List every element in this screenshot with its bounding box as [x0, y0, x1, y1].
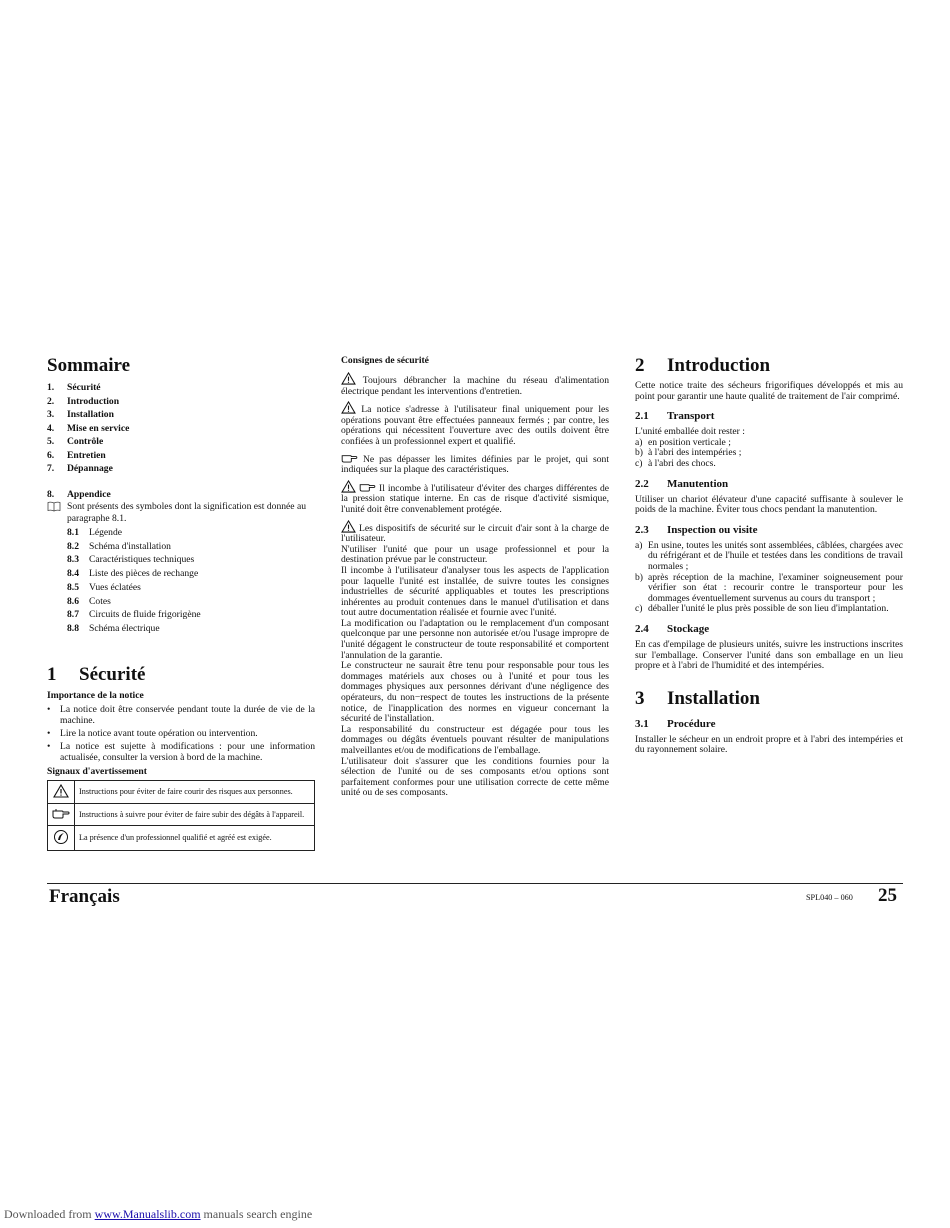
- toc-label: Circuits de fluide frigorigène: [89, 609, 201, 621]
- appendix-note: [47, 501, 315, 524]
- inspection-list: [635, 541, 903, 615]
- toc-item-appendix[interactable]: [47, 488, 315, 502]
- table-row: [48, 780, 315, 804]
- subsection-inspection-heading: 2.3 Inspection ou visite: [635, 523, 758, 536]
- table-cell: Instructions à suivre pour éviter de faire subir des dégâts à l'appareil.: [75, 804, 315, 826]
- toc-sub-item[interactable]: [47, 622, 315, 636]
- download-suffix: manuals search engine: [203, 1207, 313, 1221]
- list-item: a) En usine, toutes les unités sont assemblées, câblées, chargées avec du réfrigérant et de l'huile et testées dans les conditions de travail normales ;: [635, 539, 903, 572]
- footer-model: SPL040 – 060: [806, 893, 853, 902]
- list-item: b) après réception de la machine, l'examiner soigneusement pour vérifier son état : recourir contre le transporteur pour les dommages éventuellement survenus au cours du transport ;: [635, 571, 903, 604]
- toc-label: Vues éclatées: [89, 581, 141, 593]
- section-number: 1: [47, 663, 57, 685]
- signaux-heading: Signaux d'avertissement: [47, 765, 147, 777]
- toc-number: 8.1: [67, 527, 79, 538]
- toc-label: Légende: [89, 527, 123, 538]
- toc-sub-item[interactable]: [47, 540, 315, 554]
- consigne-paragraph: La notice s'adresse à l'utilisateur final uniquement pour les opérations pouvant être effectuées panneaux fermés ; par contre, les opérations qui nécessitent l'ouverture avec des outils doivent être confiées à un professionnel expert et qualifié.: [341, 401, 609, 447]
- toc-sub-item[interactable]: [47, 526, 315, 540]
- column-middle: [341, 355, 609, 799]
- toc-number: 8.7: [67, 609, 79, 621]
- consigne-paragraph: N'utiliser l'unité que pour un usage professionnel et pour la destination prévue par le constructeur.: [341, 543, 609, 566]
- toc-label: Dépannage: [67, 463, 113, 474]
- download-footer: [4, 1207, 312, 1222]
- toc-label: Schéma d'installation: [89, 540, 171, 552]
- section-introduction-heading: [635, 355, 903, 377]
- list-item: c) déballer l'unité le plus près possible de son lieu d'implantation.: [635, 603, 889, 615]
- consigne-paragraph: La responsabilité du constructeur est dégagée pour tous les dommages ou dégâts éventuels pouvant résulter de manipulations malveillantes et/ou de modifications de l'emballage.: [341, 723, 609, 756]
- toc-sub-list: [47, 526, 315, 636]
- toc-item[interactable]: [47, 449, 315, 463]
- toc-list: [47, 381, 315, 476]
- footer-divider: [47, 883, 903, 884]
- column-left: [47, 355, 315, 851]
- list-item: • Lire la notice avant toute opération ou intervention.: [47, 727, 258, 739]
- warning-icon: [341, 401, 356, 414]
- table-row: [48, 825, 315, 851]
- toc-number: 8.: [47, 488, 55, 500]
- consigne-paragraph: Les dispositifs de sécurité sur le circuit d'air sont à la charge de l'utilisateur.: [341, 520, 609, 545]
- footer-language: Français: [49, 886, 120, 907]
- pointing-hand-icon: [341, 452, 358, 463]
- section-title: Introduction: [667, 355, 771, 376]
- list-item: a) en position verticale ;: [635, 436, 731, 448]
- consigne-paragraph: La modification ou l'adaptation ou le remplacement d'un composant quelconque par une personne non autorisée et/ou l'usage impropre de l'unité dégagent le constructeur de toute responsabilité et comportent l'annulation de la garantie.: [341, 617, 609, 661]
- toc-label: Mise en service: [67, 422, 130, 434]
- list-item: • La notice doit être conservée pendant toute la durée de vie de la machine.: [47, 703, 315, 726]
- consigne-paragraph: L'utilisateur doit s'assurer que les conditions fournies pour la sélection de l'unité ou de ses composants et/ou options sont parfaitement conformes pour une utilisation correcte de cette même unité ou de ses composants.: [341, 755, 609, 799]
- appendix-note-text: Sont présents des symboles dont la signification est donnée au paragraphe 8.1.: [67, 501, 307, 524]
- book-icon: [47, 501, 67, 524]
- pointing-hand-icon: [359, 481, 376, 492]
- toc-item[interactable]: [47, 462, 315, 476]
- table-row: [48, 804, 315, 826]
- consigne-paragraph: Toujours débrancher la machine du réseau d'alimentation électrique pendant les interventions d'entretien.: [341, 372, 609, 397]
- toc-sub-item[interactable]: [47, 553, 315, 567]
- procedure-text: Installer le sécheur en un endroit propre et à l'abri des intempéries et du rayonnement solaire.: [635, 733, 903, 756]
- toc-number: 5.: [47, 436, 55, 447]
- download-prefix: Downloaded from: [4, 1207, 92, 1221]
- subsection-procedure-heading: 3.1 Procédure: [635, 717, 716, 730]
- subsection-transport-heading: 2.1 Transport: [635, 410, 715, 423]
- toc-label: Liste des pièces de rechange: [89, 568, 199, 580]
- warning-icon: [341, 520, 356, 533]
- toc-number: 4.: [47, 422, 55, 434]
- toc-label: Contrôle: [67, 436, 104, 447]
- subsection-stockage-heading: 2.4 Stockage: [635, 622, 710, 635]
- toc-label: Schéma électrique: [89, 622, 160, 634]
- toc-item[interactable]: [47, 435, 315, 449]
- importance-list: [47, 704, 315, 763]
- stockage-text: En cas d'empilage de plusieurs unités, suivre les instructions inscrites sur l'emballage. Conserver l'unité dans son emballage en un lieu propre et à l'abri de l'humidité et des intempéries.: [635, 638, 903, 672]
- table-cell: La présence d'un professionnel qualifié et agréé est exigée.: [75, 825, 315, 851]
- toc-item[interactable]: [47, 422, 315, 436]
- toc-label: Appendice: [67, 488, 111, 500]
- manutention-text: Utiliser un chariot élévateur d'une capacité suffisante à soulever le poids de la machine. Éviter tous chocs pendant la manutention.: [635, 493, 903, 516]
- section-installation-heading: [635, 688, 903, 710]
- toc-number: 7.: [47, 463, 55, 474]
- toc-number: 8.8: [67, 622, 79, 634]
- consigne-paragraph: Le constructeur ne saurait être tenu pour responsable pour tous les dommages matériels aux choses ou à l'unité et pour tous les dommages physiques aux personnes dérivant d'une négligence des opérateurs, du non−respect de toutes les instructions de la présente notice, de l'inapplication des normes en vigueur concernant la sécurité de l'installation.: [341, 660, 609, 725]
- introduction-text: Cette notice traite des sécheurs frigorifiques développés et mis au point pour garantir une haute qualité de traitement de l'air comprimé.: [635, 380, 903, 402]
- column-right: [635, 355, 903, 756]
- warning-icon: [341, 480, 356, 493]
- consigne-paragraph: Ne pas dépasser les limites définies par le projet, qui sont indiquées sur la plaque des caractéristiques.: [341, 453, 609, 476]
- toc-number: 2.: [47, 395, 55, 407]
- manualslib-link[interactable]: www.Manualslib.com: [94, 1207, 201, 1221]
- warning-icon: [341, 372, 356, 385]
- toc-sub-item[interactable]: [47, 567, 315, 581]
- toc-number: 8.5: [67, 581, 79, 593]
- toc-label: Introduction: [67, 395, 120, 407]
- toc-sub-item[interactable]: [47, 608, 315, 622]
- section-title: Installation: [667, 687, 760, 709]
- transport-lead: L'unité emballée doit rester :: [635, 426, 745, 438]
- toc-item[interactable]: [47, 381, 315, 395]
- section-number: 2: [635, 355, 645, 376]
- toc-number: 1.: [47, 382, 55, 393]
- list-item: • La notice est sujette à modifications : pour une information actualisée, consulter la version à bord de la machine.: [47, 740, 315, 763]
- table-cell: Instructions pour éviter de faire courir des risques aux personnes.: [75, 780, 315, 804]
- toc-number: 3.: [47, 409, 55, 420]
- toc-number: 8.2: [67, 540, 79, 552]
- sommaire-title: Sommaire: [47, 355, 131, 376]
- toc-item[interactable]: [47, 395, 315, 409]
- toc-label: Cotes: [89, 595, 111, 607]
- warning-icon: [48, 780, 75, 804]
- toc-number: 8.3: [67, 554, 79, 566]
- signaux-table: [47, 780, 315, 852]
- consigne-paragraph: Il incombe à l'utilisateur d'éviter des charges différentes de la pression statique interne. En cas de risque d'activité sismique, l'unité doit être convenablement protégée.: [341, 480, 609, 516]
- list-item: c) à l'abri des chocs.: [635, 457, 716, 469]
- toc-label: Entretien: [67, 449, 106, 461]
- toc-number: 6.: [47, 449, 55, 461]
- section-number: 3: [635, 687, 645, 709]
- section-title: Sécurité: [79, 663, 146, 685]
- consignes-heading: Consignes de sécurité: [341, 355, 429, 366]
- toc-sub-item[interactable]: [47, 595, 315, 609]
- toc-item[interactable]: [47, 408, 315, 422]
- pointing-hand-icon: [48, 804, 75, 826]
- toc-number: 8.4: [67, 568, 79, 580]
- toc-label: Sécurité: [67, 382, 101, 393]
- transport-list: [635, 438, 903, 470]
- toc-sub-item[interactable]: [47, 581, 315, 595]
- list-item: b) à l'abri des intempéries ;: [635, 447, 742, 459]
- subsection-manutention-heading: 2.2 Manutention: [635, 477, 729, 490]
- toc-label: Caractéristiques techniques: [89, 554, 195, 566]
- importance-heading: Importance de la notice: [47, 689, 144, 701]
- toc-label: Installation: [67, 409, 114, 420]
- page-number: 25: [878, 885, 897, 906]
- professional-icon: [48, 825, 75, 851]
- section-securite-heading: [47, 664, 315, 686]
- toc-number: 8.6: [67, 595, 79, 607]
- consigne-paragraph: Il incombe à l'utilisateur d'analyser tous les aspects de l'application pour laquelle l'unité est installée, de suivre toutes les consignes industrielles de sécurité appliquables et toutes les prescriptions inhérentes au produit contenues dans le manuel d'utilisation et dans tout autre documentation réalisée et fournie avec l'unité.: [341, 564, 609, 619]
